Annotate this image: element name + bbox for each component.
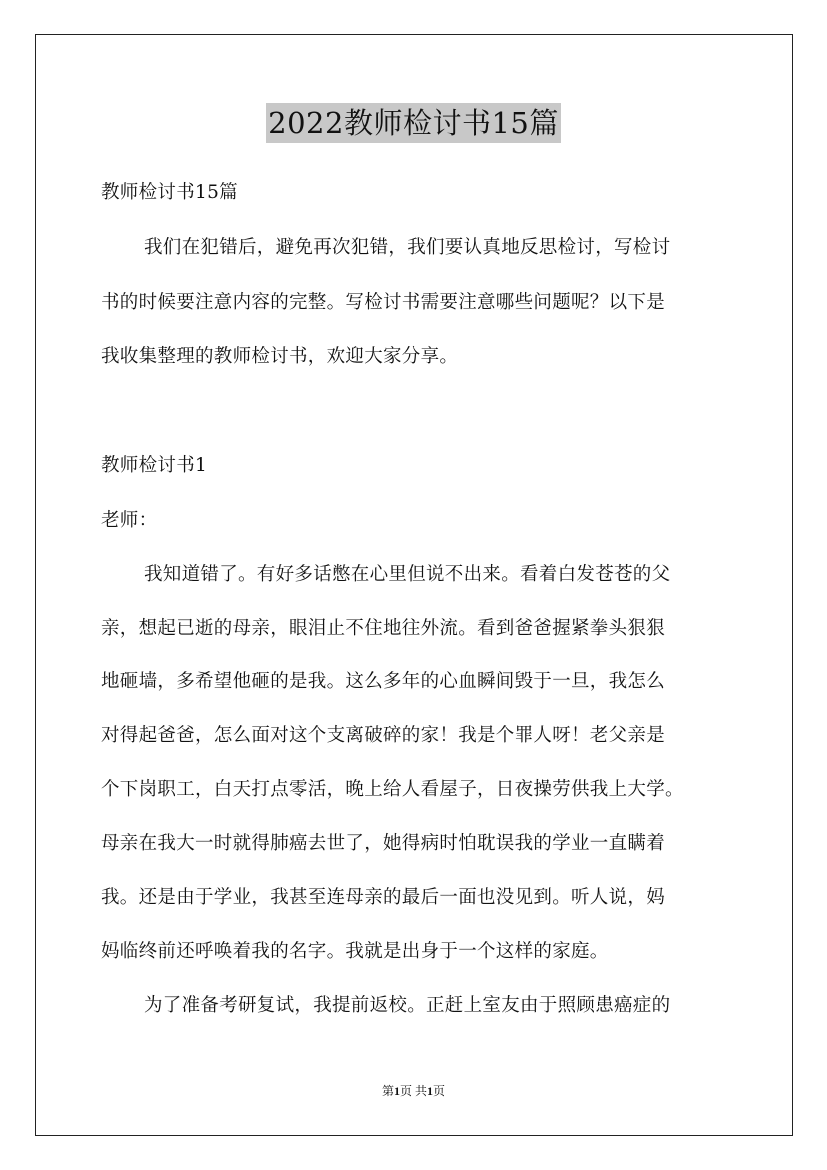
title-wrapper	[0, 103, 827, 143]
footer-mid: 页 共	[399, 1084, 427, 1098]
body-line: 地砸墙，多希望他砸的是我。这么多年的心血瞬间毁于一旦，我怎么	[101, 671, 666, 692]
page-footer	[0, 1083, 827, 1099]
intro-line: 我们在犯错后，避免再次犯错，我们要认真地反思检讨，写检讨	[144, 237, 671, 258]
body-line: 我。还是由于学业，我甚至连母亲的最后一面也没见到。听人说，妈	[101, 887, 666, 908]
salutation: 老师：	[101, 510, 158, 531]
footer-page-current: 1	[393, 1084, 400, 1098]
intro-line: 我收集整理的教师检讨书，欢迎大家分享。	[101, 346, 459, 367]
section-heading: 教师检讨书1	[101, 455, 208, 476]
body-line: 为了准备考研复试，我提前返校。正赶上室友由于照顾患癌症的	[144, 995, 671, 1016]
intro-line: 书的时候要注意内容的完整。写检讨书需要注意哪些问题呢？以下是	[101, 292, 666, 313]
footer-page-total: 1	[427, 1084, 433, 1098]
footer-prefix: 第	[381, 1084, 394, 1098]
body-line: 母亲在我大一时就得肺癌去世了，她得病时怕耽误我的学业一直瞒着	[101, 833, 666, 854]
body-line: 对得起爸爸，怎么面对这个支离破碎的家！我是个罪人呀！老父亲是	[101, 725, 666, 746]
footer-suffix: 页	[433, 1084, 446, 1098]
body-line: 我知道错了。有好多话憋在心里但说不出来。看着白发苍苍的父	[144, 564, 671, 585]
body-line: 亲，想起已逝的母亲，眼泪止不住地往外流。看到爸爸握紧拳头狠狠	[101, 618, 666, 639]
document-title: 2022教师检讨书15篇	[266, 103, 561, 143]
body-line: 妈临终前还呼唤着我的名字。我就是出身于一个这样的家庭。	[101, 941, 609, 962]
subtitle: 教师检讨书15篇	[101, 182, 238, 203]
body-line: 个下岗职工，白天打点零活，晚上给人看屋子，日夜操劳供我上大学。	[101, 779, 684, 800]
